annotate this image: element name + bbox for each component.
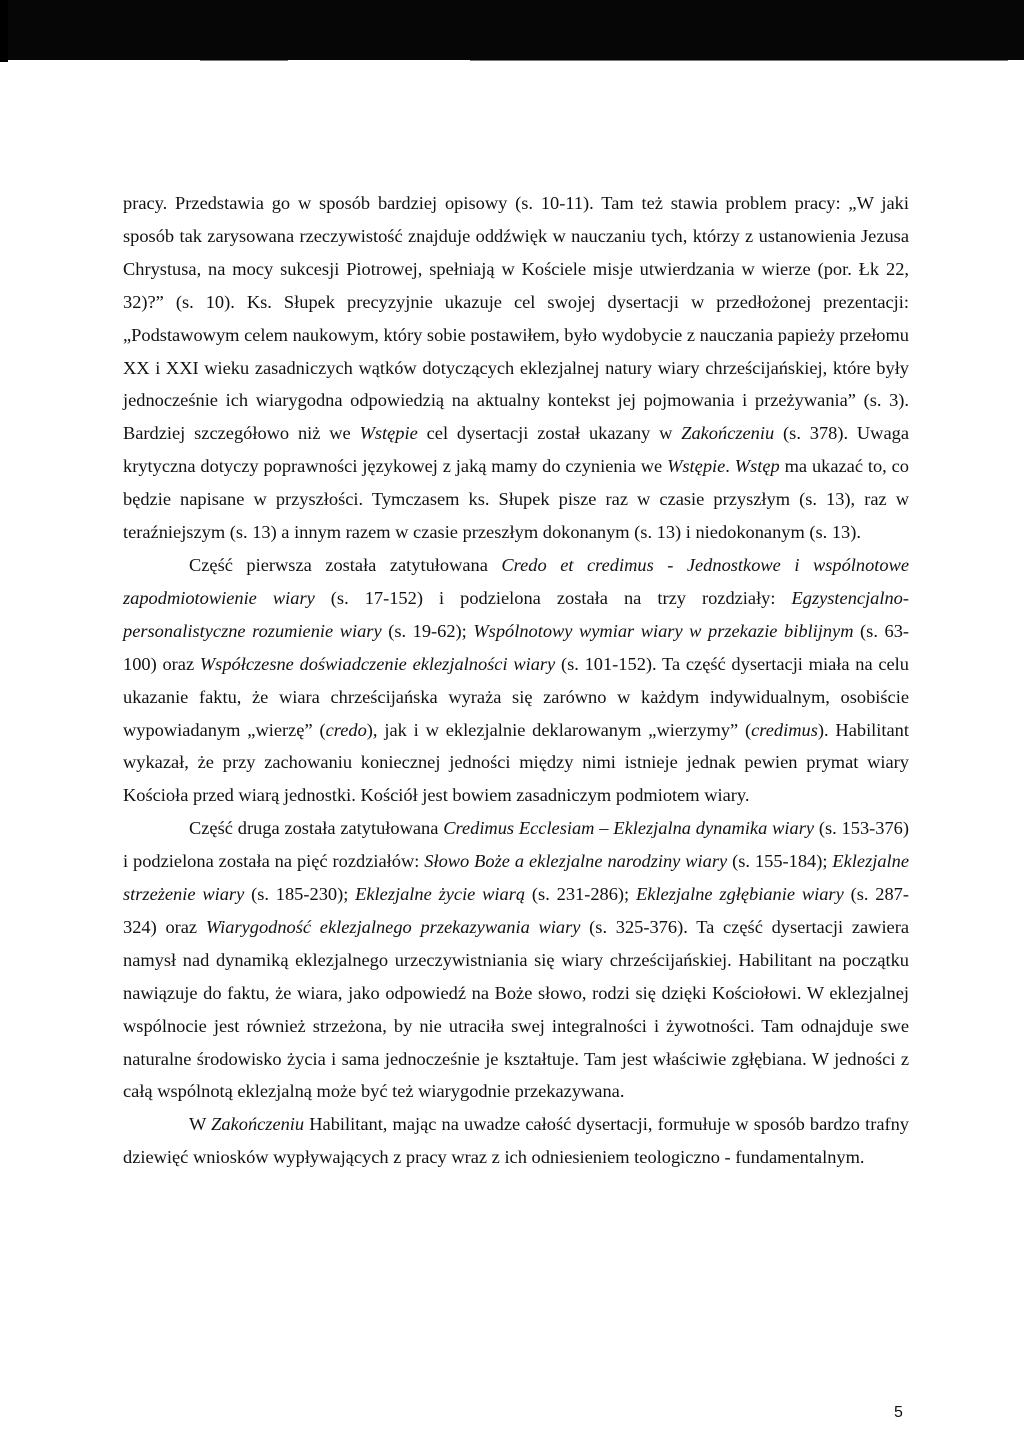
text-run: (s. 378). Uwaga krytyczna dotyczy poprawności językowej z jaką mamy do czynienia we [123,423,909,477]
text-run: (s. 19-62); [381,620,474,641]
text-run: cel dysertacji został ukazany w [417,423,682,444]
italic-title-run: Wspólnotowy wymiar wiary w przekazie biblijnym [473,620,854,641]
italic-title-run: Eklezjalne zgłębianie wiary [636,884,844,905]
italic-title-run: Wstępie [667,456,726,477]
text-run: ). Habilitant wykazał, że przy zachowaniu koniecznej jedności między nimi istnieje jednak pewien prymat wiary Kościoła przed wiarą jednostki. Kościół jest bowiem zasadniczym podmiotem wiary. [123,719,909,806]
italic-title-run: credimus [751,719,818,740]
text-run: ), jak i w eklezjalnie deklarowanym „wierzymy” ( [366,719,752,740]
text-run: (s. 185-230); [244,884,356,905]
scan-edge-shadow [0,0,8,62]
paragraph-3 [123,812,909,1108]
text-run: Habilitant, mając na uwadze całość dysertacji, formułuje w sposób bardzo trafny dziewięć wniosków wypływających z pracy wraz z ich odniesieniem teologiczno - fundamentalnym. [123,1114,909,1168]
italic-title-run: Zakończeniu [211,1114,305,1135]
scan-dark-border [0,0,1024,60]
text-run: W [189,1114,212,1135]
text-run: (s. 231-286); [525,884,636,905]
italic-title-run: Wstępie [359,423,418,444]
italic-title-run: Egzystencjalno-personalistyczne rozumienie wiary [123,587,909,641]
paragraph-2 [123,549,909,812]
text-run: Część pierwsza została zatytułowana [189,554,502,575]
italic-title-run: Credo et credimus - Jednostkowe i wspólnotowe zapodmiotowienie wiary [123,554,909,608]
page-number: 5 [894,1404,903,1421]
header-rule-left [200,60,288,61]
italic-title-run: Eklezjalne życie wiarą [355,884,526,905]
italic-title-run: Eklezjalne strzeżenie wiary [123,851,910,905]
italic-title-run: Wstęp [734,456,780,477]
text-run: . [725,456,735,477]
text-run: (s. 155-184); [727,851,833,872]
italic-title-run: Credimus Ecclesiam – Eklezjalna dynamika wiary [443,818,815,839]
italic-title-run: Słowo Boże a eklezjalne narodziny wiary [424,851,728,872]
italic-title-run: Wiarygodność eklezjalnego przekazywania wiary [205,916,581,937]
italic-title-run: Współczesne doświadczenie eklezjalności wiary [199,653,556,674]
text-run: (s. 287-324) oraz [123,884,909,937]
text-run: (s. 101-152). Ta część dysertacji miała na celu ukazanie faktu, że wiara chrześcijańska wyraża się zarówno w każdym indywidualnym, osobiście wypowiadanym „wierzę” ( [123,653,909,740]
document-body [123,187,909,1174]
paragraph-4 [123,1108,909,1174]
italic-title-run: credo [325,719,367,740]
text-run: pracy. Przedstawia go w sposób bardziej opisowy (s. 10-11). Tam też stawia problem pracy: „W jaki sposób tak zarysowana rzeczywistość znajduje oddźwięk w nauczaniu tych, którzy z ustanowienia Jezusa Chrystusa, na mocy sukcesji Piotrowej, spełniają w Kościele misje utwierdzania w wierze (por. Łk 22, 32)?” (s. 10). Ks. Słupek precyzyjnie ukazuje cel swojej dysertacji w przedłożonej prezentacji: „Podstawowym celem naukowym, który sobie postawiłem, było wydobycie z nauczania papieży przełomu XX i XXI wieku zasadniczych wątków dotyczących eklezjalnej natury wiary chrześcijańskiej, które były jednocześnie ich wiarygodna odpowiedzią na aktualny kontekst jej pojmowania i przeżywania” (s. 3). Bardziej szczegółowo niż we [123,193,909,444]
text-run: (s. 17-152) i podzielona została na trzy rozdziały: [314,587,792,608]
paragraph-1 [123,187,909,549]
text-run: Część druga została zatytułowana [189,818,444,839]
text-run: (s. 63-100) oraz [123,620,910,674]
italic-title-run: Zakończeniu [681,423,775,444]
text-run: ma ukazać to, co będzie napisane w przyszłości. Tymczasem ks. Słupek pisze raz w czasie przyszłym (s. 13), raz w teraźniejszym (s. 13) a innym razem w czasie przeszłym dokonanym (s. 13) i niedokonanym (s. 13). [123,456,910,543]
text-run: (s. 325-376). Ta część dysertacji zawiera namysł nad dynamiką eklezjalnego urzeczywistniania się wiary chrześcijańskiej. Habilitant na początku nawiązuje do faktu, że wiara, jako odpowiedź na Boże słowo, rodzi się dzięki Kościołowi. W eklezjalnej wspólnocie jest również strzeżona, by nie utraciła swej integralności i żywotności. Tam odnajduje swe naturalne środowisko życia i sama jednocześnie je kształtuje. Tam jest właściwie zgłębiana. W jedności z całą wspólnotą eklezjalną może być też wiarygodnie przekazywana. [123,916,909,1102]
header-rule-right [470,60,1008,61]
text-run: (s. 153-376) i podzielona została na pięć rozdziałów: [123,818,909,872]
